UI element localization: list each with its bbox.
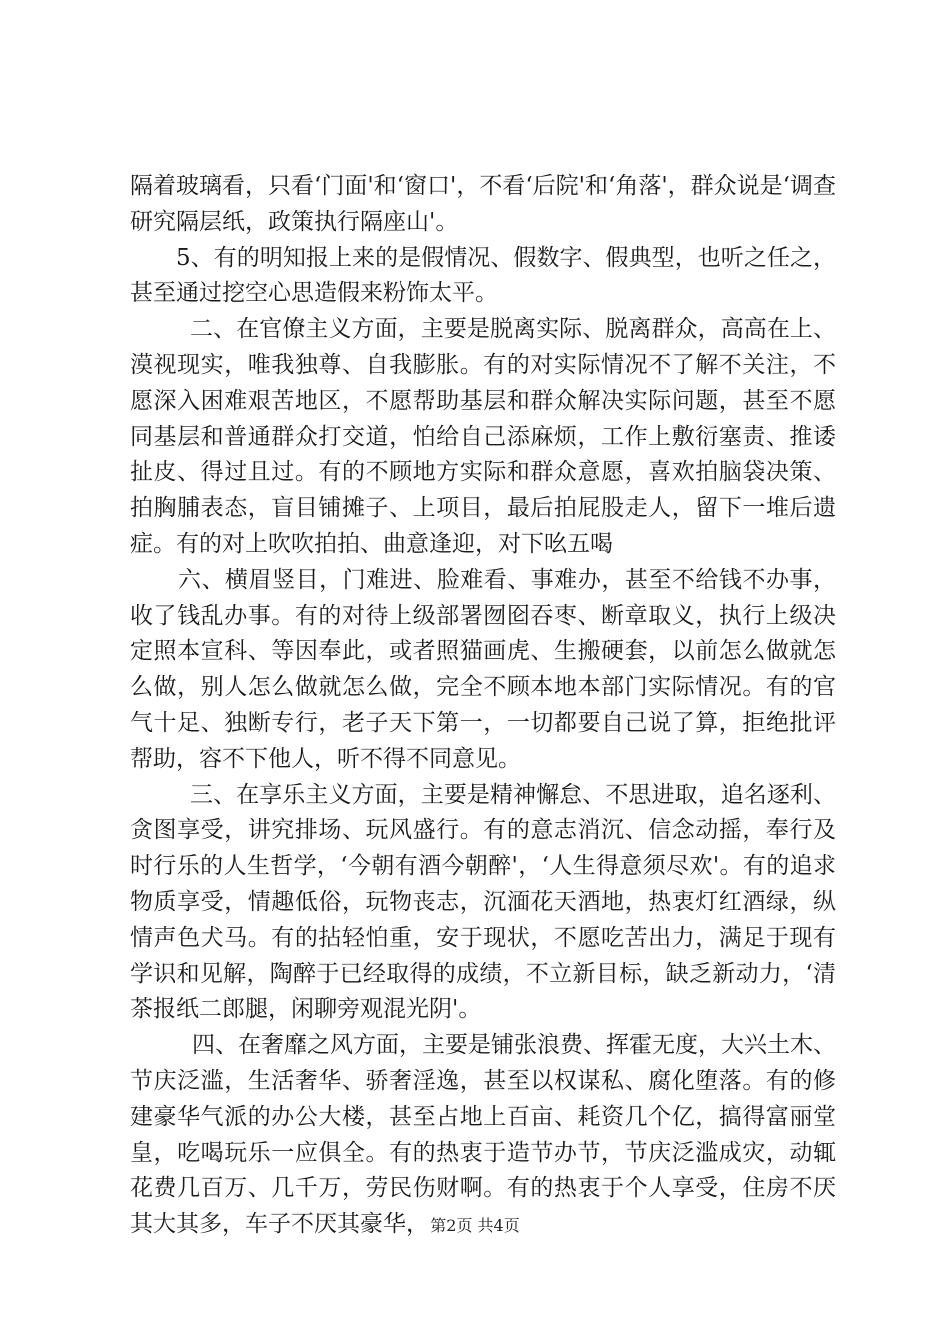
paragraph-1: 隔着玻璃看，只看‘门面'和‘窗口'，不看‘后院'和‘角落'，群众说是‘调查研究隔层纸，政策执行隔座山'。 xyxy=(130,173,836,235)
paragraph-5: 三、在享乐主义方面，主要是精神懈怠、不思进取，追名逐利、贪图享受，讲究排场、玩风盛行。有的意志消沉、信念动摇，奉行及时行乐的人生哲学，‘今朝有酒今朝醉'，‘人生得意须尽欢'。有的追求物质享受，情趣低俗，玩物丧志，沉湎花天酒地，热衷灯红酒绿，纵情声色犬马。有的拈轻怕重，安于现状，不愿吃苦出力，满足于现有学识和见解，陶醉于已经取得的成绩，不立新目标，缺乏新动力，‘清茶报纸二郎腿，闲聊旁观混光阴'。 xyxy=(130,781,836,1023)
paragraph-6: 四、在奢靡之风方面，主要是铺张浪费、挥霍无度，大兴土木、节庆泛滥，生活奢华、骄奢淫逸，甚至以权谋私、腐化堕落。有的修建豪华气派的办公大楼，甚至占地上百亩、耗资几个亿，搞得富丽堂皇，吃喝玩乐一应俱全。有的热衷于造节办节，节庆泛滥成灾，动辄花费几百万、几千万，劳民伤财啊。有的热衷于个人享受，住房不厌其大其多，车子不厌其豪华， xyxy=(130,1032,836,1238)
paragraph-2: 5、有的明知报上来的是假情况、假数字、假典型，也听之任之，甚至通过挖空心思造假来粉饰太平。 xyxy=(130,244,836,307)
document-body xyxy=(130,169,836,1243)
page-footer: 第2页 共4页 xyxy=(430,1216,520,1235)
paragraph-3: 二、在官僚主义方面，主要是脱离实际、脱离群众，高高在上、漠视现实，唯我独尊、自我膨胀。有的对实际情况不了解不关注，不愿深入困难艰苦地区，不愿帮助基层和群众解决实际问题，甚至不愿同基层和普通群众打交道，怕给自己添麻烦，工作上敷衍塞责、推诿扯皮、得过且过。有的不顾地方实际和群众意愿，喜欢拍脑袋决策、拍胸脯表态，盲目铺摊子、上项目，最后拍屁股走人，留下一堆后遗症。有的对上吹吹拍拍、曲意逢迎，对下吆五喝 xyxy=(130,316,836,557)
paragraph-4: 六、横眉竖目，门难进、脸难看、事难办，甚至不给钱不办事，收了钱乱办事。有的对待上级部署囫囵吞枣、断章取义，执行上级决定照本宣科、等因奉此，或者照猫画虎、生搬硬套，以前怎么做就怎么做，别人怎么做就怎么做，完全不顾本地本部门实际情况。有的官气十足、独断专行，老子天下第一，一切都要自己说了算，拒绝批评帮助，容不下他人，听不得不同意见。 xyxy=(130,566,836,772)
